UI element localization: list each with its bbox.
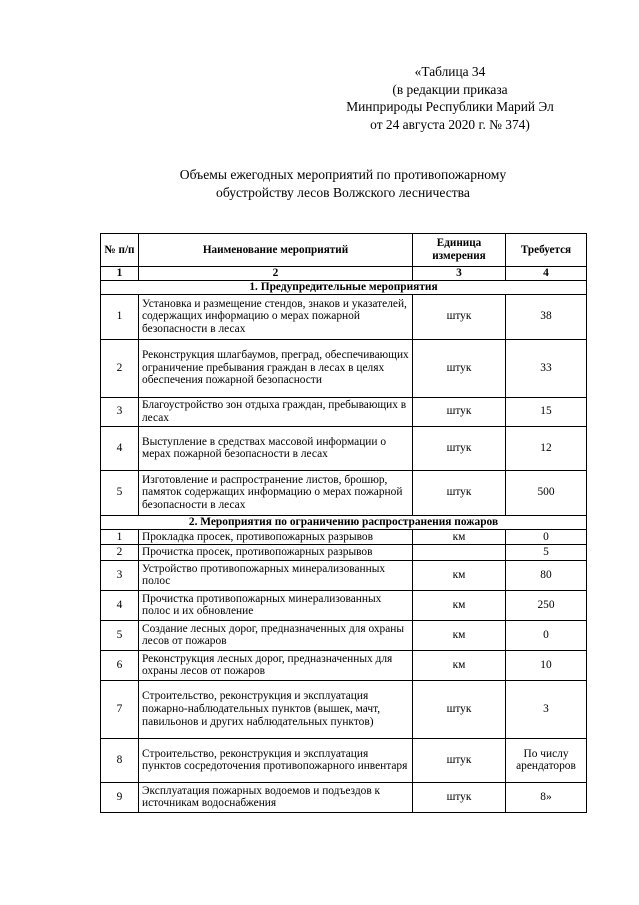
measure-unit: штук: [413, 782, 506, 812]
section-row: [101, 280, 587, 294]
table-row: [101, 339, 587, 397]
row-number: 5: [101, 620, 139, 650]
measure-name: Прочистка противопожарных минерализованных полос и их обновление: [139, 590, 413, 620]
table-row: [101, 397, 587, 426]
measure-unit: штук: [413, 738, 506, 782]
measure-unit: км: [413, 560, 506, 590]
measure-unit: штук: [413, 294, 506, 339]
header-unit: Единица измерения: [413, 234, 506, 267]
table-header-row: [101, 234, 587, 267]
measure-required: 0: [506, 620, 587, 650]
measure-required: 12: [506, 426, 587, 470]
row-number: 9: [101, 782, 139, 812]
column-number: 4: [506, 267, 587, 281]
section-row: [101, 515, 587, 529]
column-number: 3: [413, 267, 506, 281]
table-reference-header: [300, 63, 600, 133]
table-row: [101, 782, 587, 812]
table-row: [101, 650, 587, 680]
column-number: 1: [101, 267, 139, 281]
row-number: 4: [101, 590, 139, 620]
table-row: [101, 545, 587, 561]
table-row: [101, 470, 587, 515]
section-title: 2. Мероприятия по ограничению распространения пожаров: [101, 515, 587, 529]
ministry-line: Минприроды Республики Марий Эл: [346, 99, 554, 114]
document-title: [100, 166, 586, 202]
measures-table: [100, 233, 587, 813]
column-numbers-row: [101, 267, 587, 281]
row-number: 5: [101, 470, 139, 515]
measure-unit: [413, 545, 506, 561]
measure-name: Реконструкция шлагбаумов, преград, обеспечивающих ограничение пребывания граждан в лесах в целях обеспечения пожарной безопасности: [139, 339, 413, 397]
row-number: 6: [101, 650, 139, 680]
table-row: [101, 426, 587, 470]
measure-required: 8»: [506, 782, 587, 812]
measure-unit: км: [413, 590, 506, 620]
measure-unit: штук: [413, 680, 506, 738]
row-number: 7: [101, 680, 139, 738]
measure-name: Реконструкция лесных дорог, предназначенных для охраны лесов от пожаров: [139, 650, 413, 680]
measure-name: Устройство противопожарных минерализованных полос: [139, 560, 413, 590]
measure-unit: км: [413, 620, 506, 650]
measure-name: Создание лесных дорог, предназначенных для охраны лесов от пожаров: [139, 620, 413, 650]
table-row: [101, 620, 587, 650]
measure-name: Установка и размещение стендов, знаков и указателей, содержащих информацию о мерах пожарной безопасности в лесах: [139, 294, 413, 339]
title-line-2: обустройству лесов Волжского лесничества: [216, 185, 470, 200]
measure-required: 250: [506, 590, 587, 620]
measure-unit: штук: [413, 426, 506, 470]
table-row: [101, 294, 587, 339]
order-date-line: от 24 августа 2020 г. № 374): [370, 116, 530, 132]
measure-name: Эксплуатация пожарных водоемов и подъездов к источникам водоснабжения: [139, 782, 413, 812]
table-row: [101, 590, 587, 620]
table-number-line: «Таблица 34: [414, 64, 486, 79]
measure-unit: штук: [413, 397, 506, 426]
measure-name: Выступление в средствах массовой информации о мерах пожарной безопасности в лесах: [139, 426, 413, 470]
column-number: 2: [139, 267, 413, 281]
header-name: Наименование мероприятий: [139, 234, 413, 267]
measure-unit: штук: [413, 470, 506, 515]
measure-unit: штук: [413, 339, 506, 397]
row-number: 4: [101, 426, 139, 470]
measure-name: Благоустройство зон отдыха граждан, пребывающих в лесах: [139, 397, 413, 426]
header-num: № п/п: [101, 234, 139, 267]
row-number: 1: [101, 294, 139, 339]
table-row: [101, 560, 587, 590]
measure-unit: км: [413, 529, 506, 545]
header-required: Требуется: [506, 234, 587, 267]
row-number: 3: [101, 397, 139, 426]
table-row: [101, 529, 587, 545]
measure-required: 15: [506, 397, 587, 426]
measure-name: Прокладка просек, противопожарных разрывов: [139, 529, 413, 545]
measure-required: 38: [506, 294, 587, 339]
measure-required: 33: [506, 339, 587, 397]
section-title: 1. Предупредительные мероприятия: [101, 280, 587, 294]
row-number: 2: [101, 339, 139, 397]
row-number: 1: [101, 529, 139, 545]
measure-required: По числу арендаторов: [506, 738, 587, 782]
row-number: 3: [101, 560, 139, 590]
measure-required: 3: [506, 680, 587, 738]
measure-name: Строительство, реконструкция и эксплуатация пожарно-наблюдательных пунктов (вышек, мачт, павильонов и других наблюдательных пунктов): [139, 680, 413, 738]
row-number: 2: [101, 545, 139, 561]
edition-line: (в редакции приказа: [392, 81, 508, 97]
row-number: 8: [101, 738, 139, 782]
measure-name: Строительство, реконструкция и эксплуатация пунктов сосредоточения противопожарного инвентаря: [139, 738, 413, 782]
measure-required: 80: [506, 560, 587, 590]
table-row: [101, 738, 587, 782]
measure-required: 5: [506, 545, 587, 561]
measure-name: Прочистка просек, противопожарных разрывов: [139, 545, 413, 561]
measure-name: Изготовление и распространение листов, брошюр, памяток содержащих информацию о мерах пожарной безопасности в лесах: [139, 470, 413, 515]
measure-unit: км: [413, 650, 506, 680]
measure-required: 0: [506, 529, 587, 545]
table-row: [101, 680, 587, 738]
title-line-1: Объемы ежегодных мероприятий по противопожарному: [179, 167, 507, 182]
measure-required: 10: [506, 650, 587, 680]
measure-required: 500: [506, 470, 587, 515]
